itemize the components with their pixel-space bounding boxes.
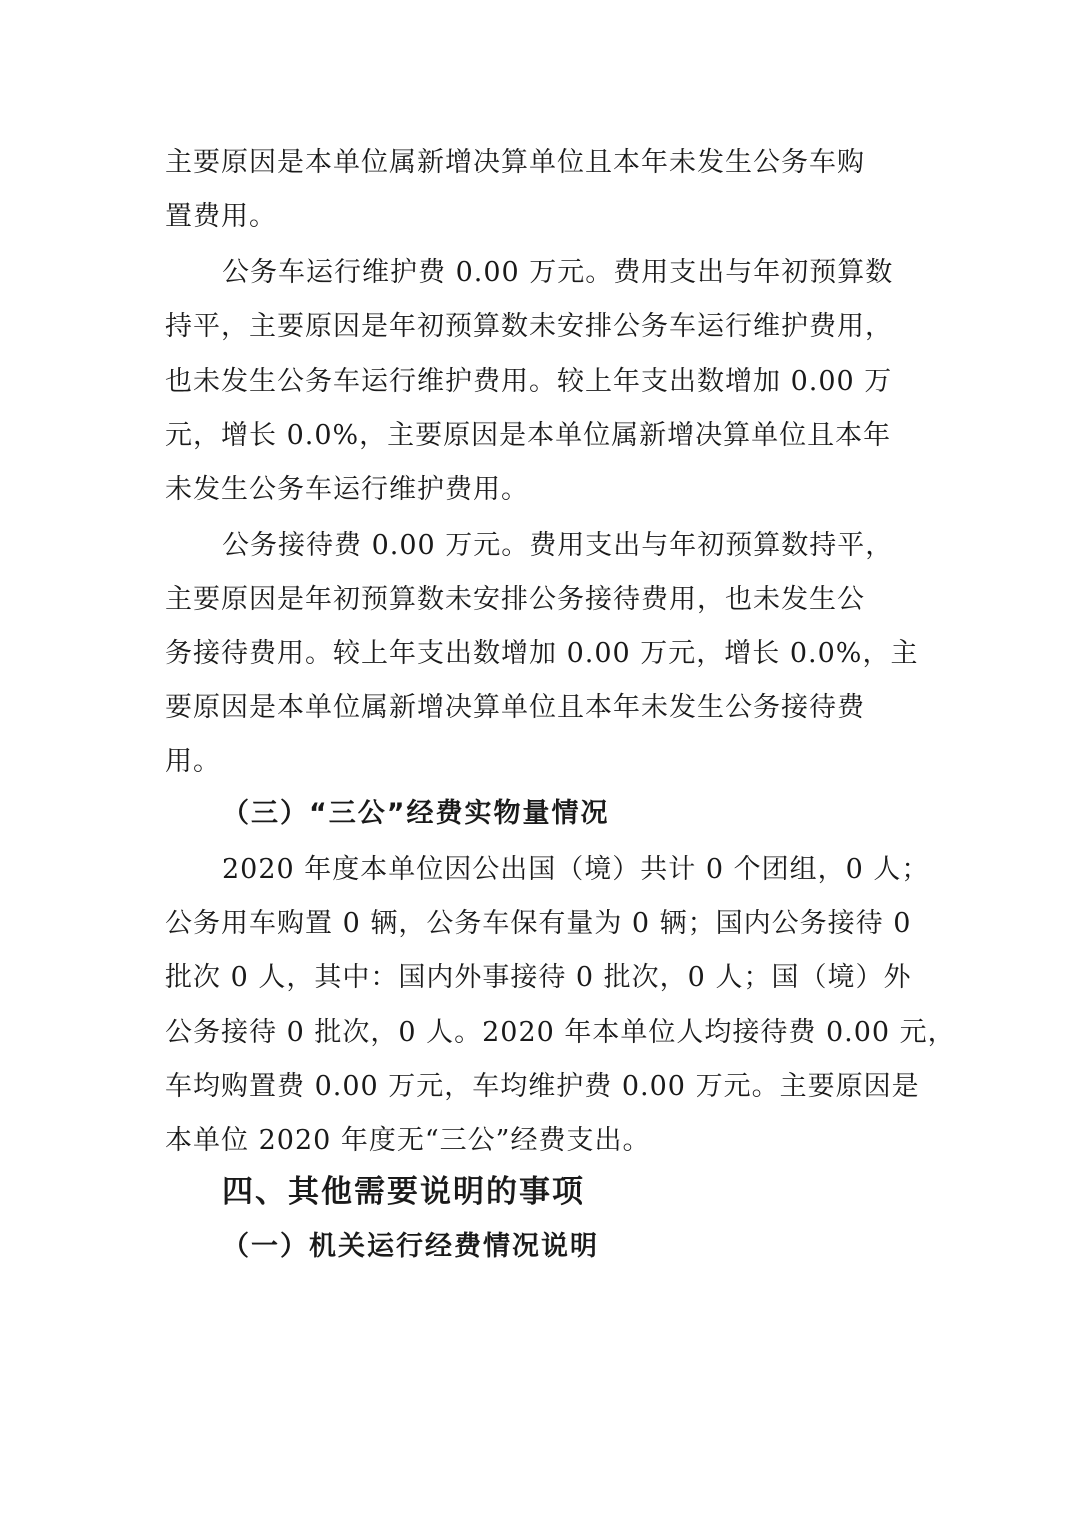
section-heading-4: 四、其他需要说明的事项 (222, 1174, 585, 1210)
subsection-heading-1: （一）机关运行经费情况说明 (222, 1231, 599, 1262)
paragraph-line: 批次 0 人，其中：国内外事接待 0 批次，0 人；国（境）外 (165, 962, 912, 993)
paragraph-line: 公务车运行维护费 0.00 万元。费用支出与年初预算数 (222, 257, 894, 288)
section-heading-3: （三）“三公”经费实物量情况 (222, 798, 610, 829)
paragraph-line: 本单位 2020 年度无“三公”经费支出。 (165, 1125, 651, 1156)
paragraph-line: 用。 (165, 746, 221, 777)
paragraph-line: 公务接待费 0.00 万元。费用支出与年初预算数持平， (222, 530, 894, 561)
paragraph-line: 置费用。 (165, 201, 277, 232)
paragraph-line: 主要原因是本单位属新增决算单位且本年未发生公务车购 (165, 147, 865, 178)
paragraph-line: 持平，主要原因是年初预算数未安排公务车运行维护费用， (165, 311, 893, 342)
paragraph-line: 务接待费用。较上年支出数增加 0.00 万元，增长 0.0%，主 (165, 638, 919, 669)
paragraph-line: 2020 年度本单位因公出国（境）共计 0 个团组，0 人； (222, 854, 930, 885)
paragraph-line: 公务用车购置 0 辆，公务车保有量为 0 辆；国内公务接待 0 (165, 908, 912, 939)
paragraph-line: 公务接待 0 批次，0 人。2020 年本单位人均接待费 0.00 元， (165, 1017, 956, 1048)
paragraph-line: 未发生公务车运行维护费用。 (165, 474, 529, 505)
paragraph-line: 元，增长 0.0%，主要原因是本单位属新增决算单位且本年 (165, 420, 892, 451)
paragraph-line: 主要原因是年初预算数未安排公务接待费用，也未发生公 (165, 584, 865, 615)
paragraph-line: 车均购置费 0.00 万元，车均维护费 0.00 万元。主要原因是 (165, 1071, 920, 1102)
paragraph-line: 要原因是本单位属新增决算单位且本年未发生公务接待费 (165, 692, 865, 723)
paragraph-line: 也未发生公务车运行维护费用。较上年支出数增加 0.00 万 (165, 366, 893, 397)
